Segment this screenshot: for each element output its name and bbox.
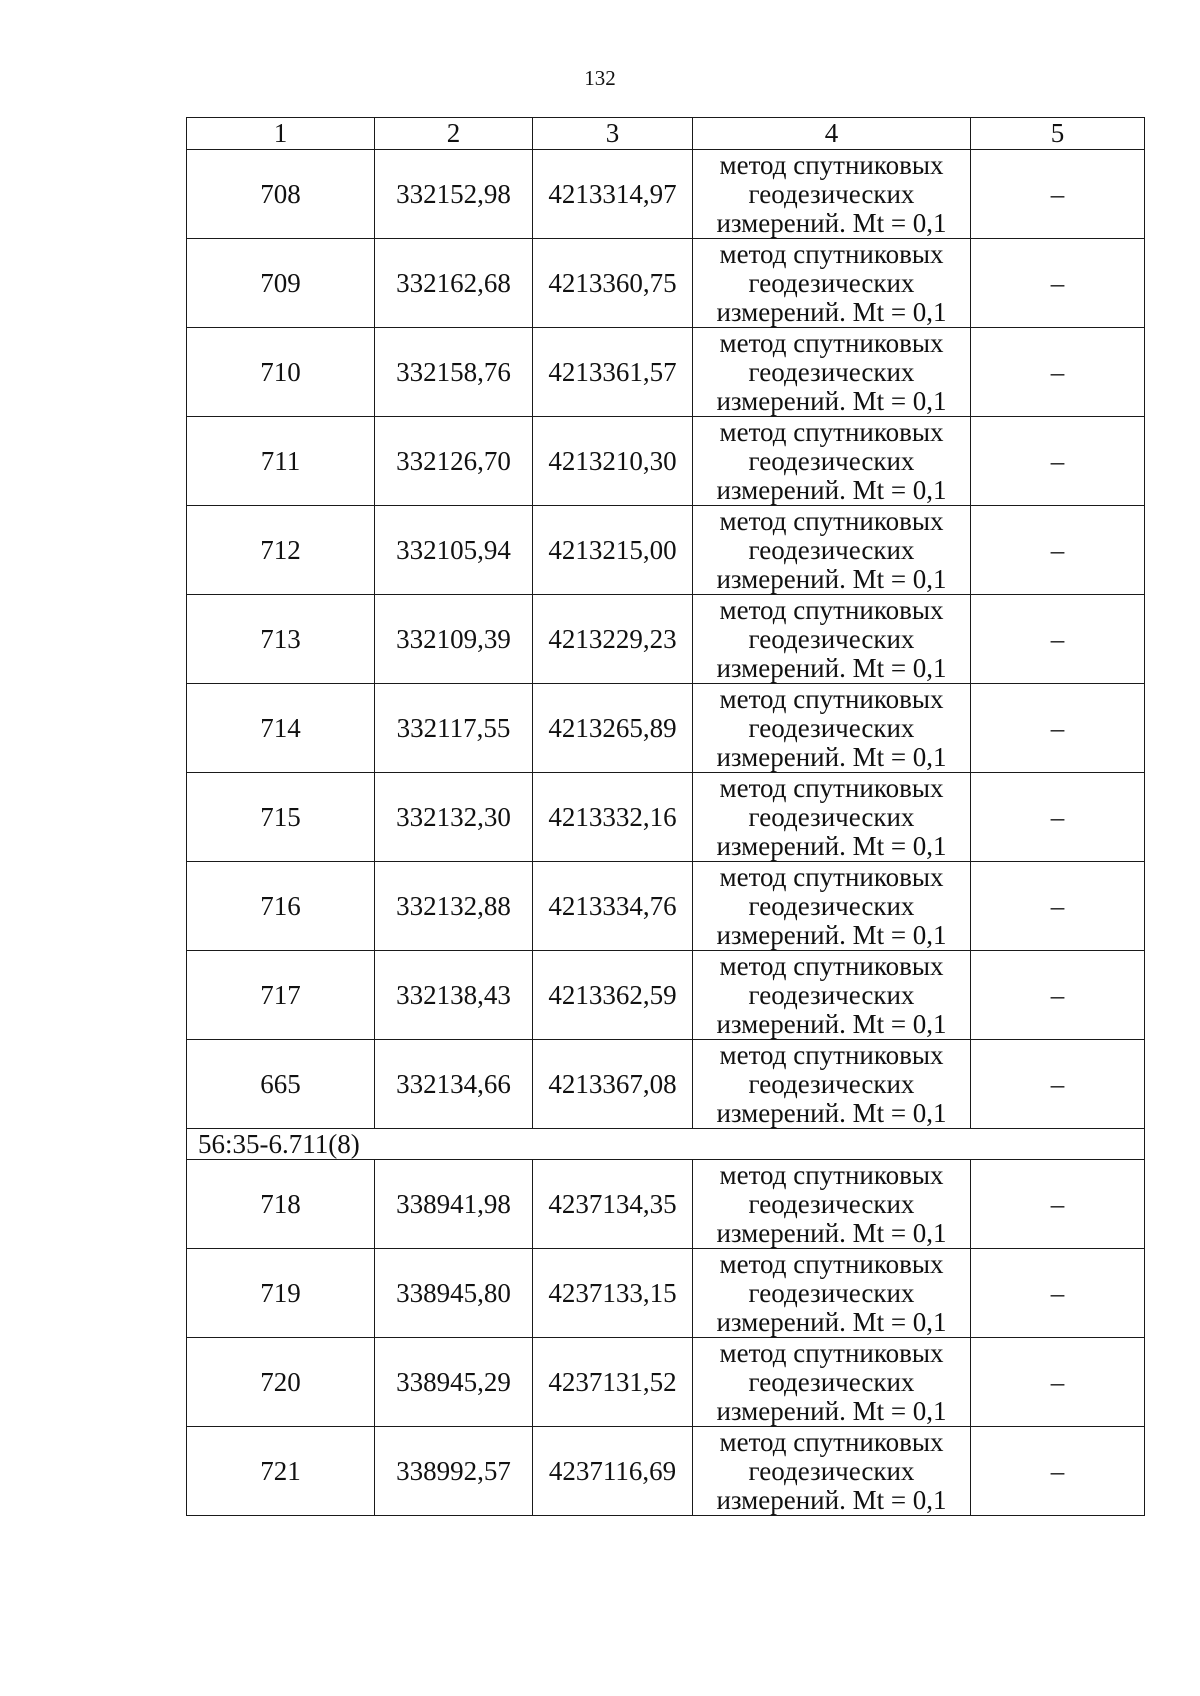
point-number-cell: 720	[187, 1338, 375, 1427]
method-text-line: метод спутниковых	[719, 149, 944, 180]
method-text-line: измерений. Mt = 0,1	[716, 563, 947, 594]
method-text-line: измерений. Mt = 0,1	[716, 207, 947, 238]
method-cell	[693, 595, 971, 684]
method-cell	[693, 1160, 971, 1249]
column-number-header: 1	[187, 118, 375, 150]
column-number-header: 4	[693, 118, 971, 150]
x-coordinate-cell: 332105,94	[375, 506, 533, 595]
method-text-line: геодезических	[748, 1068, 915, 1099]
table-row	[187, 1249, 1145, 1338]
method-text-line: измерений. Mt = 0,1	[716, 652, 947, 683]
x-coordinate-cell: 332126,70	[375, 417, 533, 506]
y-coordinate-cell: 4213362,59	[533, 951, 693, 1040]
x-coordinate-cell: 338992,57	[375, 1427, 533, 1516]
method-cell	[693, 773, 971, 862]
table-header-row	[187, 118, 1145, 150]
column-number-header: 5	[971, 118, 1145, 150]
point-number-cell: 714	[187, 684, 375, 773]
method-text-line: метод спутниковых	[719, 327, 944, 358]
point-number-cell: 717	[187, 951, 375, 1040]
y-coordinate-cell: 4213314,97	[533, 150, 693, 239]
x-coordinate-cell: 332109,39	[375, 595, 533, 684]
coordinates-table	[186, 117, 1145, 1516]
y-coordinate-cell: 4213265,89	[533, 684, 693, 773]
page-number: 132	[584, 66, 616, 90]
section-row	[187, 1129, 1145, 1160]
cadastral-section-label: 56:35-6.711(8)	[187, 1129, 1145, 1160]
method-text-line: метод спутниковых	[719, 238, 944, 269]
method-cell	[693, 328, 971, 417]
note-cell: –	[971, 951, 1145, 1040]
method-text-line: геодезических	[748, 534, 915, 565]
method-text-line: измерений. Mt = 0,1	[716, 385, 947, 416]
table-row	[187, 951, 1145, 1040]
method-text-line: измерений. Mt = 0,1	[716, 741, 947, 772]
method-text-line: метод спутниковых	[719, 950, 944, 981]
y-coordinate-cell: 4213332,16	[533, 773, 693, 862]
note-cell: –	[971, 1427, 1145, 1516]
method-text-line: метод спутниковых	[719, 1337, 944, 1368]
point-number-cell: 709	[187, 239, 375, 328]
table-row	[187, 150, 1145, 239]
x-coordinate-cell: 332152,98	[375, 150, 533, 239]
x-coordinate-cell: 338945,29	[375, 1338, 533, 1427]
table-row	[187, 328, 1145, 417]
method-text-line: метод спутниковых	[719, 683, 944, 714]
point-number-cell: 712	[187, 506, 375, 595]
method-text-line: геодезических	[748, 356, 915, 387]
coordinates-table-body	[187, 118, 1145, 1516]
method-cell	[693, 951, 971, 1040]
method-text-line: геодезических	[748, 1455, 915, 1486]
table-row	[187, 239, 1145, 328]
method-text-line: геодезических	[748, 890, 915, 921]
column-number-header: 2	[375, 118, 533, 150]
method-text-line: геодезических	[748, 712, 915, 743]
method-cell	[693, 1338, 971, 1427]
method-cell	[693, 506, 971, 595]
method-cell	[693, 1040, 971, 1129]
table-row	[187, 417, 1145, 506]
method-text-line: измерений. Mt = 0,1	[716, 1306, 947, 1337]
x-coordinate-cell: 332117,55	[375, 684, 533, 773]
x-coordinate-cell: 332132,88	[375, 862, 533, 951]
method-text-line: геодезических	[748, 1188, 915, 1219]
table-row	[187, 1427, 1145, 1516]
note-cell: –	[971, 595, 1145, 684]
method-cell	[693, 1427, 971, 1516]
y-coordinate-cell: 4213361,57	[533, 328, 693, 417]
method-cell	[693, 417, 971, 506]
method-text-line: измерений. Mt = 0,1	[716, 1097, 947, 1128]
note-cell: –	[971, 1160, 1145, 1249]
method-text-line: метод спутниковых	[719, 861, 944, 892]
point-number-cell: 716	[187, 862, 375, 951]
method-text-line: измерений. Mt = 0,1	[716, 830, 947, 861]
y-coordinate-cell: 4237131,52	[533, 1338, 693, 1427]
method-text-line: геодезических	[748, 178, 915, 209]
point-number-cell: 665	[187, 1040, 375, 1129]
method-text-line: метод спутниковых	[719, 1426, 944, 1457]
note-cell: –	[971, 773, 1145, 862]
method-cell	[693, 1249, 971, 1338]
method-text-line: измерений. Mt = 0,1	[716, 1484, 947, 1515]
method-text-line: геодезических	[748, 1366, 915, 1397]
coordinates-table-container	[186, 117, 1144, 1516]
y-coordinate-cell: 4213215,00	[533, 506, 693, 595]
note-cell: –	[971, 150, 1145, 239]
method-text-line: геодезических	[748, 1277, 915, 1308]
method-cell	[693, 150, 971, 239]
method-text-line: метод спутниковых	[719, 1159, 944, 1190]
method-cell	[693, 239, 971, 328]
method-text-line: измерений. Mt = 0,1	[716, 919, 947, 950]
method-text-line: метод спутниковых	[719, 416, 944, 447]
note-cell: –	[971, 506, 1145, 595]
point-number-cell: 719	[187, 1249, 375, 1338]
point-number-cell: 711	[187, 417, 375, 506]
method-text-line: измерений. Mt = 0,1	[716, 296, 947, 327]
table-row	[187, 595, 1145, 684]
point-number-cell: 710	[187, 328, 375, 417]
note-cell: –	[971, 1249, 1145, 1338]
x-coordinate-cell: 338941,98	[375, 1160, 533, 1249]
method-cell	[693, 862, 971, 951]
y-coordinate-cell: 4213360,75	[533, 239, 693, 328]
method-cell	[693, 684, 971, 773]
method-text-line: метод спутниковых	[719, 1039, 944, 1070]
column-number-header: 3	[533, 118, 693, 150]
x-coordinate-cell: 332158,76	[375, 328, 533, 417]
table-row	[187, 1160, 1145, 1249]
y-coordinate-cell: 4237116,69	[533, 1427, 693, 1516]
method-text-line: геодезических	[748, 801, 915, 832]
note-cell: –	[971, 239, 1145, 328]
note-cell: –	[971, 684, 1145, 773]
note-cell: –	[971, 417, 1145, 506]
point-number-cell: 708	[187, 150, 375, 239]
x-coordinate-cell: 338945,80	[375, 1249, 533, 1338]
note-cell: –	[971, 862, 1145, 951]
table-row	[187, 506, 1145, 595]
point-number-cell: 721	[187, 1427, 375, 1516]
table-row	[187, 1338, 1145, 1427]
method-text-line: метод спутниковых	[719, 1248, 944, 1279]
point-number-cell: 713	[187, 595, 375, 684]
method-text-line: геодезических	[748, 623, 915, 654]
method-text-line: измерений. Mt = 0,1	[716, 1008, 947, 1039]
table-row	[187, 684, 1145, 773]
note-cell: –	[971, 328, 1145, 417]
table-row	[187, 862, 1145, 951]
x-coordinate-cell: 332138,43	[375, 951, 533, 1040]
method-text-line: измерений. Mt = 0,1	[716, 1217, 947, 1248]
method-text-line: метод спутниковых	[719, 594, 944, 625]
y-coordinate-cell: 4213334,76	[533, 862, 693, 951]
point-number-cell: 715	[187, 773, 375, 862]
table-row	[187, 1040, 1145, 1129]
method-text-line: геодезических	[748, 979, 915, 1010]
note-cell: –	[971, 1040, 1145, 1129]
point-number-cell: 718	[187, 1160, 375, 1249]
method-text-line: метод спутниковых	[719, 505, 944, 536]
method-text-line: геодезических	[748, 267, 915, 298]
method-text-line: метод спутниковых	[719, 772, 944, 803]
y-coordinate-cell: 4213367,08	[533, 1040, 693, 1129]
y-coordinate-cell: 4237134,35	[533, 1160, 693, 1249]
x-coordinate-cell: 332162,68	[375, 239, 533, 328]
y-coordinate-cell: 4237133,15	[533, 1249, 693, 1338]
y-coordinate-cell: 4213210,30	[533, 417, 693, 506]
table-row	[187, 773, 1145, 862]
y-coordinate-cell: 4213229,23	[533, 595, 693, 684]
x-coordinate-cell: 332134,66	[375, 1040, 533, 1129]
note-cell: –	[971, 1338, 1145, 1427]
method-text-line: измерений. Mt = 0,1	[716, 474, 947, 505]
x-coordinate-cell: 332132,30	[375, 773, 533, 862]
method-text-line: геодезических	[748, 445, 915, 476]
method-text-line: измерений. Mt = 0,1	[716, 1395, 947, 1426]
